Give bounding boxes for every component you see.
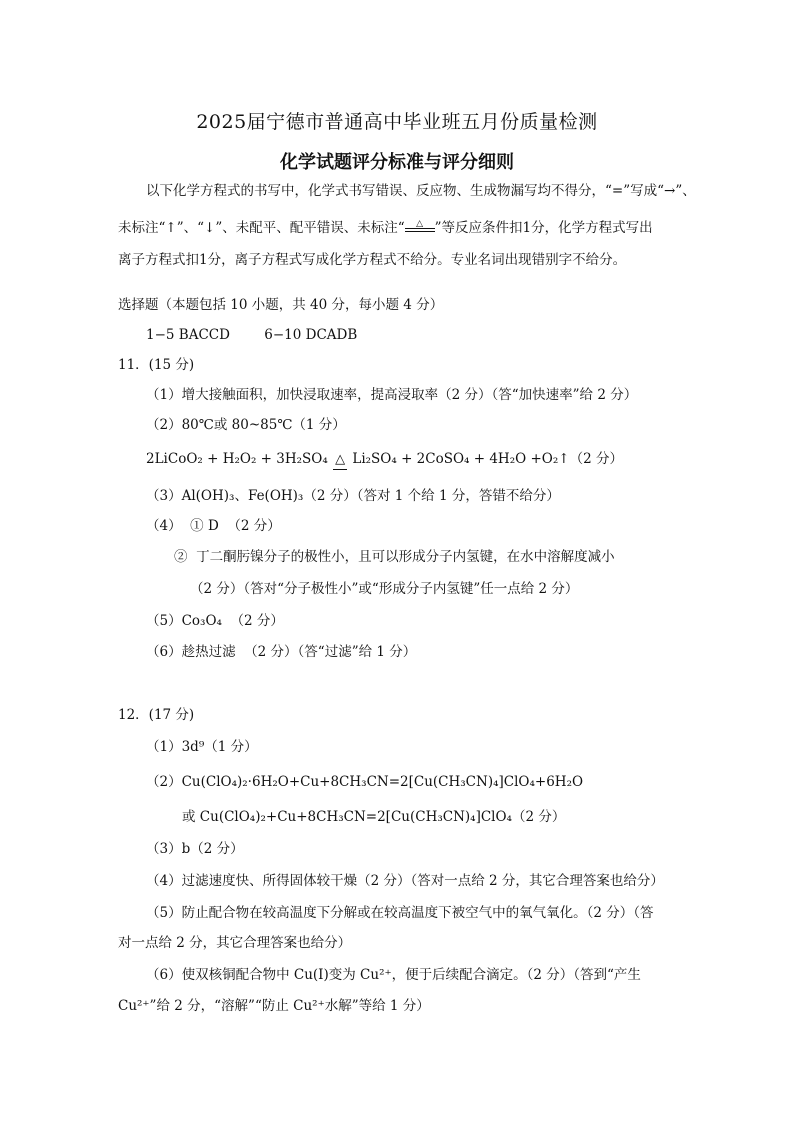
q11-answer-4-3: （2 分）（答对“分子极性小”或“形成分子内氢键”任一点给 2 分） xyxy=(190,581,579,597)
q11-equation-reactants: 2LiCoO₂ + H₂O₂ + 3H₂SO₄ xyxy=(146,451,328,467)
page-subtitle: 化学试题评分标准与评分细则 xyxy=(280,152,514,173)
q12-answer-5-2: 对一点给 2 分，其它合理答案也给分） xyxy=(118,935,352,951)
q11-answer-4-1: （4） ① D （2 分） xyxy=(146,518,281,534)
q11-answer-5: （5）Co₃O₄ （2 分） xyxy=(146,613,284,629)
q11-answer-2: （2）80℃或 80~85℃（1 分） xyxy=(146,417,346,433)
q11-heading: 11．(15 分) xyxy=(118,357,195,373)
q12-answer-2-1: （2）Cu(ClO₄)₂·6H₂O+Cu+8CH₃CN=2[Cu(CH₃CN)₄]ClO₄+6H₂O xyxy=(146,774,584,790)
heating-triangle-icon: △ xyxy=(332,450,348,469)
q12-answer-6-2: Cu²⁺”给 2 分，“溶解”“防止 Cu²⁺水解”等给 1 分） xyxy=(118,998,430,1014)
q12-answer-1: （1）3d⁹（1 分） xyxy=(146,739,258,755)
choice-heading: 选择题（本题包括 10 小题，共 40 分，每小题 4 分） xyxy=(118,297,444,313)
q11-equation xyxy=(146,450,623,469)
q11-equation-products: Li₂SO₄ + 2CoSO₄ + 4H₂O +O₂↑（2 分） xyxy=(352,451,623,467)
q12-answer-6-1: （6）使双核铜配合物中 Cu(I)变为 Cu²⁺，便于后续配合滴定。（2 分）（答到“产生 xyxy=(146,967,641,983)
q12-answer-2-2: 或 Cu(ClO₄)₂+Cu+8CH₃CN=2[Cu(CH₃CN)₄]ClO₄（2 分） xyxy=(182,809,566,825)
q12-answer-3: （3）b（2 分） xyxy=(146,841,244,857)
page-title: 2025届宁德市普通高中毕业班五月份质量检测 xyxy=(196,111,598,133)
intro-line-2-end: ”等反应条件扣1分，化学方程式写出 xyxy=(434,220,653,236)
q12-answer-4: （4）过滤速度快、所得固体较干燥（2 分）（答对一点给 2 分，其它合理答案也给分） xyxy=(146,873,664,889)
q11-answer-6: （6）趁热过滤 （2 分）（答“过滤”给 1 分） xyxy=(146,644,417,660)
q12-heading: 12．(17 分) xyxy=(118,707,195,723)
choice-answers: 1−5 BACCD 6−10 DCADB xyxy=(146,327,358,343)
q11-answer-4-2: ② 丁二酮肟镍分子的极性小，且可以形成分子内氢键，在水中溶解度减小 xyxy=(174,549,615,565)
q11-answer-1: （1）增大接触面积，加快浸取速率，提高浸取率（2 分）（答“加快速率”给 2 分） xyxy=(146,387,638,403)
intro-line-1: 以下化学方程式的书写中，化学式书写错误、反应物、生成物漏写均不得分，“=”写成“→”、 xyxy=(146,183,696,199)
intro-line-2-start: 未标注“↑”、“↓”、未配平、配平错误、未标注“ xyxy=(118,220,405,236)
intro-line-2 xyxy=(118,219,653,237)
q12-answer-5-1: （5）防止配合物在较高温度下分解或在较高温度下被空气中的氧气氧化。（2 分）（答 xyxy=(146,905,654,921)
intro-line-3: 离子方程式扣1分，离子方程式写成化学方程式不给分。专业名词出现错别字不给分。 xyxy=(118,252,627,268)
heating-condition-mark: △ xyxy=(405,220,435,234)
q11-answer-3: （3）Al(OH)₃、Fe(OH)₃（2 分）（答对 1 个给 1 分，答错不给分） xyxy=(146,488,560,504)
